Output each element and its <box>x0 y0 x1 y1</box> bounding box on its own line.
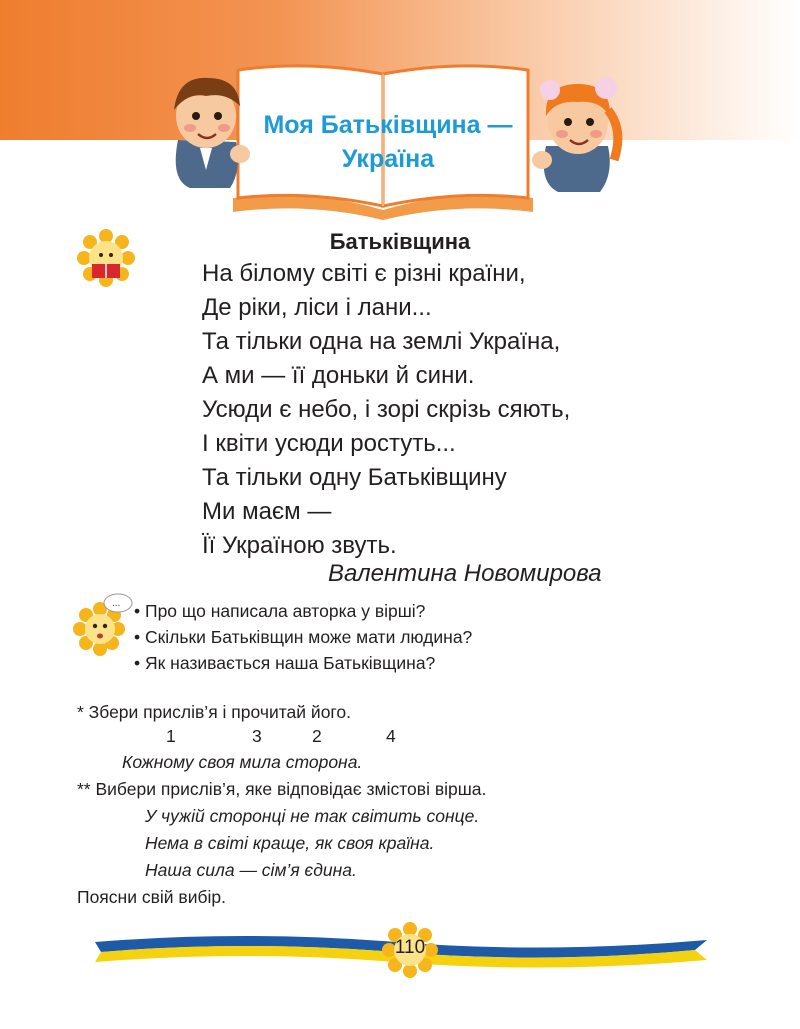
title-line-1: Моя Батьківщина — <box>263 111 513 139</box>
word-number: 4 <box>386 726 396 746</box>
poem-line: Та тільки одну Батьківщину <box>202 464 507 491</box>
girl-icon <box>530 70 625 195</box>
reading-sunflower-icon <box>76 228 136 288</box>
proverb-option: У чужій сторонці не так світить сонце. <box>145 806 480 826</box>
question-item: • Скільки Батьківщин може мати людина? <box>134 624 472 650</box>
poem-line: А ми — її доньки й сини. <box>202 362 475 389</box>
poem-line: Та тільки одна на землі Україна, <box>202 328 561 355</box>
word-number: 2 <box>312 726 322 746</box>
task-2-text: ** Вибери прислів’я, яке відповідає змістові вірша. <box>77 779 487 799</box>
poem-line: На білому світі є різні країни, <box>202 260 526 287</box>
explain-text: Поясни свій вибір. <box>77 887 226 907</box>
page-title <box>248 108 528 176</box>
questions-list <box>134 598 472 676</box>
poem-author: Валентина Новомирова <box>328 560 602 587</box>
proverb-option: Нема в світі краще, як своя країна. <box>145 833 435 853</box>
poem-line: І квіти усюди ростуть... <box>202 430 456 457</box>
page-number: 110 <box>394 937 426 958</box>
proverb-option: Наша сила — сім’я єдина. <box>145 860 357 880</box>
proverb-text: Кожному своя мила сторона. <box>122 752 363 772</box>
word-number: 1 <box>166 726 176 746</box>
svg-text:...: ... <box>112 598 121 609</box>
poem-line: Ми маєм — <box>202 498 332 525</box>
poem-line: Де ріки, ліси і лани... <box>202 294 432 321</box>
poem-body <box>202 257 570 563</box>
question-item: • Про що написала авторка у вірші? <box>134 598 472 624</box>
poem-title: Батьківщина <box>329 229 471 254</box>
task-1-text: * Збери прислів’я і прочитай його. <box>77 702 352 722</box>
poem-line: Усюди є небо, і зорі скрізь сяють, <box>202 396 571 423</box>
poem-line: Її Україною звуть. <box>202 532 397 559</box>
word-number: 3 <box>252 726 262 746</box>
boy-icon <box>160 70 252 190</box>
thinking-sunflower-icon <box>72 593 136 657</box>
title-line-2: Україна <box>341 145 435 173</box>
question-item: • Як називається наша Батьківщина? <box>134 650 472 676</box>
